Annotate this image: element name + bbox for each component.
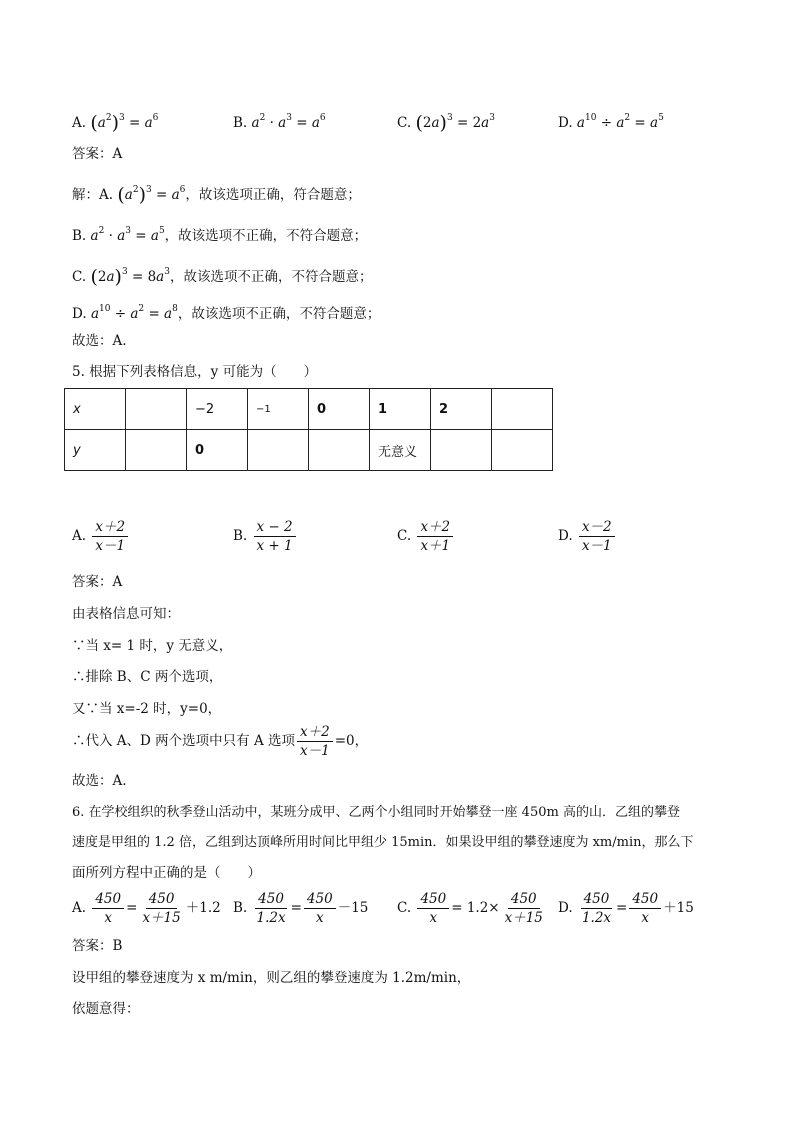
q5-option-a [72,518,130,555]
q6-option-d-label: D. [558,900,573,916]
fraction-numerator: x＋2 [297,723,333,742]
q5-option-d [558,518,617,555]
q5-conclusion: 故选：A. [72,773,127,789]
q5-reason-4-prefix: ∴代入 A、D 两个选项中只有 A 选项 [72,733,295,749]
fraction-denominator: 1.2x [256,910,286,926]
q5-option-d-label: D. [558,528,573,544]
fraction-denominator: x－1 [95,538,126,554]
table-cell: 2 [431,389,492,430]
q4-solution-d: D. $a^{10} \div a^2 = a^8$，故该选项不正确，不符合题意； [72,304,381,322]
table-cell: −2 [187,389,248,430]
q5-reason-2: ∴排除 B、C 两个选项， [72,669,223,685]
q4-solution-a: 解：A. $(a^2)^3 = a^6$，故该选项正确，符合题意； [72,184,361,206]
fraction-numerator: 450 [92,890,124,909]
table-cell [126,389,187,430]
fraction-numerator: 450 [508,890,540,909]
q6-option-d [558,890,694,927]
fraction-numerator: 450 [304,890,336,909]
fraction-denominator: x－1 [581,538,612,554]
expression-tail: ＋15 [663,900,694,916]
q5-option-a-label: A. [72,528,87,544]
q4-solution-b-prefix: B. [72,228,87,244]
fraction-denominator: x + 1 [256,538,293,554]
table-cell: −1 [248,389,309,430]
q5-stem: 5. 根据下列表格信息，y 可能为（ ） [72,364,318,380]
fraction-numerator: 450 [417,890,449,909]
q6-option-c [397,890,548,927]
q5-option-b [233,518,298,555]
q6-setup: 设甲组的攀登速度为 x m/min，则乙组的攀登速度为 1.2m/min， [72,970,471,986]
q5-option-b-label: B. [233,528,248,544]
fraction-numerator: x＋2 [92,518,128,537]
equals-sign: = [126,900,138,916]
table-cell: x [65,389,126,430]
table-cell: y [65,430,126,471]
table-cell [492,430,553,471]
q6-stem-line-3: 面所列方程中正确的是（ ） [72,865,261,881]
q5-reason-4-suffix: =0， [334,733,369,749]
table-cell [309,430,370,471]
fraction-denominator: x [316,910,324,926]
q5-option-c-label: C. [397,528,412,544]
q4-solution-a-text: ，故该选项正确，符合题意； [185,187,361,203]
fraction-denominator: 1.2x [581,910,612,926]
table-row [65,430,553,471]
expression-tail: －15 [337,900,369,916]
table-cell [492,389,553,430]
q4-solution-d-prefix: D. [72,306,87,322]
q6-answer: 答案：B [72,938,123,954]
fraction-numerator: 450 [581,890,613,909]
q4-option-a-label: A. [72,115,87,131]
table-row [65,389,553,430]
q5-reason-3: 又∵当 x=-2 时，y=0， [72,701,222,717]
q4-answer: 答案：A [72,146,123,162]
q4-solution-c-text: ，故该选项不正确，不符合题意； [169,269,373,285]
fraction-denominator: x＋15 [504,910,543,926]
q6-option-b-label: B. [233,900,248,916]
fraction-denominator: x＋1 [420,538,451,554]
fraction-numerator: 450 [146,890,178,909]
q4-solution-b-text: ，故该选项不正确，不符合题意； [164,228,368,244]
table-cell: 1 [370,389,431,430]
fraction-numerator: x＋2 [417,518,453,537]
q4-option-c: C. $(2a)^3 = 2a^3$ [397,112,495,134]
fraction-denominator: x [641,910,650,926]
table-cell: 0 [187,430,248,471]
q6-stem-line-1: 6. 在学校组织的秋季登山活动中，某班分成甲、乙两个小组同时开始攀登一座 450m 高的山．乙组的攀登 [72,805,680,820]
q4-solution-a-prefix: 解：A. [72,187,114,203]
q4-option-c-label: C. [397,115,412,131]
q6-option-c-label: C. [397,900,412,916]
q6-stem-line-2: 速度是甲组的 1.2 倍，乙组到达顶峰所用时间比甲组少 15min．如果设甲组的攀登速度为 xm/min，那么下 [72,835,694,850]
q4-conclusion: 故选：A. [72,333,127,349]
fraction-numerator: 450 [629,890,661,909]
q4-solution-c-prefix: C. [72,269,87,285]
fraction-denominator: x－1 [300,743,330,759]
q6-option-a [72,890,221,927]
q6-option-a-label: A. [72,900,87,916]
q4-option-b-label: B. [233,115,248,131]
q5-reason-intro: 由表格信息可知： [72,606,180,622]
table-cell [248,430,309,471]
fraction-denominator: x [429,910,438,926]
q5-reason-4 [72,723,368,760]
q4-solution-c: C. $(2a)^3 = 8a^3$，故该选项不正确，不符合题意； [72,266,373,288]
q4-solution-b: B. $a^2 \cdot a^3 = a^5$，故该选项不正确，不符合题意； [72,226,368,244]
equals-sign: = [616,900,628,916]
expression-tail: ＋1.2 [185,900,221,916]
q5-answer: 答案：A [72,574,123,590]
q6-option-b [233,890,368,927]
fraction-numerator: x－2 [579,518,615,537]
q6-by-meaning: 依题意得： [72,1001,140,1017]
q4-option-d: D. $a^{10} \div a^2 = a^5$ [558,113,664,131]
q4-option-b: B. $a^2 \cdot a^3 = a^6$ [233,113,326,131]
equals-sign: = [290,900,302,916]
fraction-numerator: 450 [255,890,287,909]
q4-option-d-label: D. [558,115,573,131]
table-cell: 0 [309,389,370,430]
q4-solution-d-text: ，故该选项不正确，不符合题意； [177,306,381,322]
table-cell [431,430,492,471]
equals-sign: = 1.2× [451,900,500,916]
fraction-denominator: x＋15 [142,910,181,926]
table-cell [126,430,187,471]
q5-info-table [64,388,553,471]
table-cell: 无意义 [370,430,431,471]
q5-option-c [397,518,455,555]
q5-reason-1: ∵当 x= 1 时，y 无意义， [72,638,233,654]
fraction-denominator: x [104,910,113,926]
fraction-numerator: x − 2 [254,518,296,537]
q4-option-a: A. $(a^2)^3 = a^6$ [72,112,159,134]
